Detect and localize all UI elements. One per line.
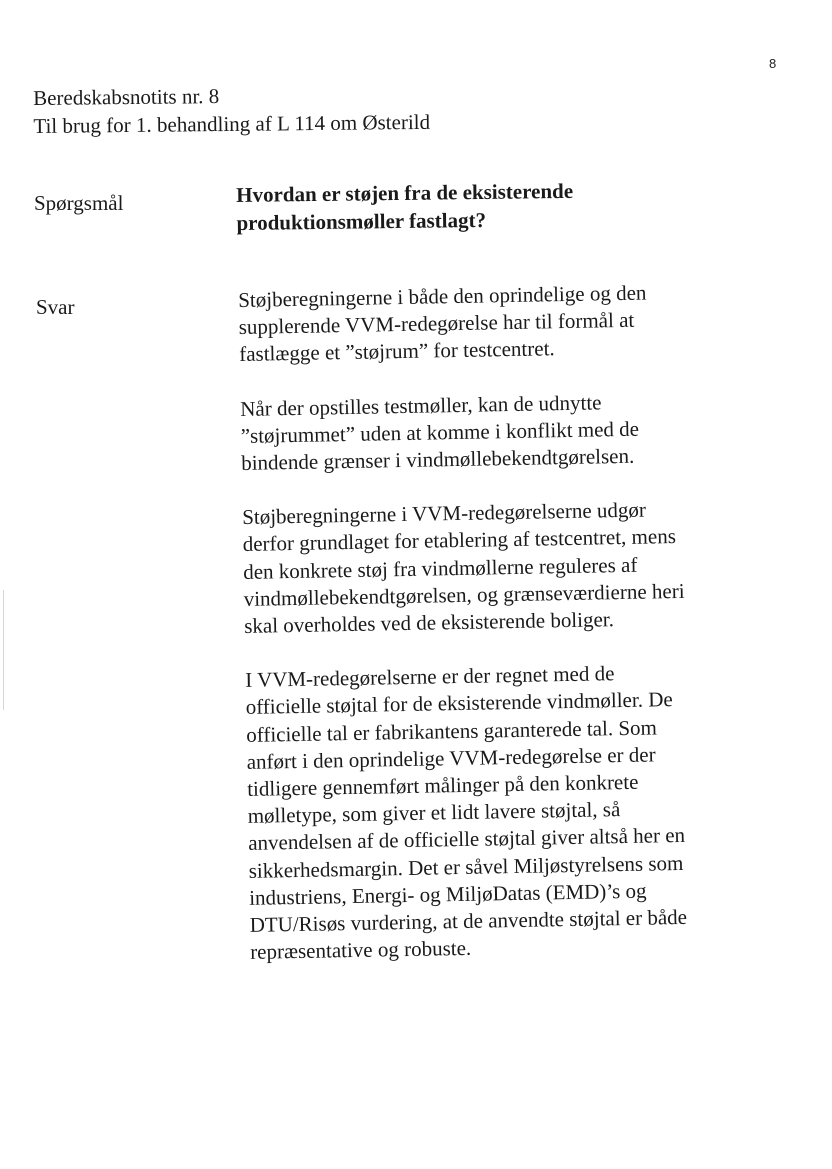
answer-line: derfor grundlaget for etablering af testcentret, mens	[242, 524, 677, 557]
answer-line: anført i den oprindelige VVM-redegørelse er der	[246, 742, 656, 774]
answer-line: officielle tal er fabrikantens garanterede tal. Som	[245, 715, 658, 747]
answer-line: ”støjrummet” uden at komme i konflikt med de	[240, 416, 640, 448]
answer-line: officielle støjtal for de eksisterende vindmøller. De	[245, 687, 673, 720]
question-line: produktionsmøller fastlagt?	[236, 207, 487, 235]
answer-line: Støjberegningerne i både den oprindelige og den	[238, 280, 647, 312]
answer-line: repræsentative og robuste.	[249, 936, 472, 965]
answer-line: Støjberegningerne i VVM-redegørelserne udgør	[241, 497, 647, 530]
question-text	[236, 176, 657, 237]
answer-line: I VVM-redegørelserne er der regnet med de	[244, 661, 615, 693]
page-number: 8	[769, 56, 777, 71]
question-label: Spørgsmål	[34, 191, 124, 215]
memo-subtitle: Til brug for 1. behandling af L 114 om Østerild	[33, 109, 431, 138]
answer-body	[238, 278, 731, 993]
memo-header	[33, 80, 430, 140]
answer-line: industriens, Energi- og MiljøDatas (EMD)’s og	[248, 878, 647, 910]
answer-line: supplerende VVM-redegørelse har til formål at	[238, 307, 635, 340]
answer-label: Svar	[36, 295, 75, 319]
answer-line: vindmøllebekendtgørelsen, og grænseværdierne heri	[243, 578, 685, 611]
answer-paragraph	[238, 278, 719, 368]
answer-line: DTU/Risøs vurdering, at de anvendte støjtal er både	[249, 904, 688, 937]
answer-paragraph	[245, 658, 730, 966]
answer-line: skal overholdes ved de eksisterende boliger.	[243, 607, 615, 638]
answer-line: mølletype, som giver et lidt lavere støjtal, så	[247, 797, 621, 829]
memo-title: Beredskabsnotits nr. 8	[33, 84, 220, 110]
question-line: Hvordan er støjen fra de eksisterende	[236, 178, 574, 207]
answer-paragraph	[242, 495, 724, 640]
answer-line: den konkrete støj fra vindmøllerne reguleres af	[242, 552, 638, 584]
answer-line: sikkerhedsmargin. Det er såvel Miljøstyrelsens som	[248, 850, 684, 883]
answer-line: anvendelsen af de officielle støjtal giver altså her en	[247, 823, 686, 856]
answer-line: fastlægge et ”støjrum” for testcentret.	[239, 336, 555, 367]
answer-paragraph	[240, 387, 721, 477]
answer-line: bindende grænser i vindmøllebekendtgørelsen.	[241, 443, 635, 475]
scan-edge-mark	[3, 590, 4, 710]
answer-line: Når der opstilles testmøller, kan de udnytte	[240, 389, 602, 421]
answer-line: tidligere gennemført målinger på den konkrete	[246, 769, 639, 801]
